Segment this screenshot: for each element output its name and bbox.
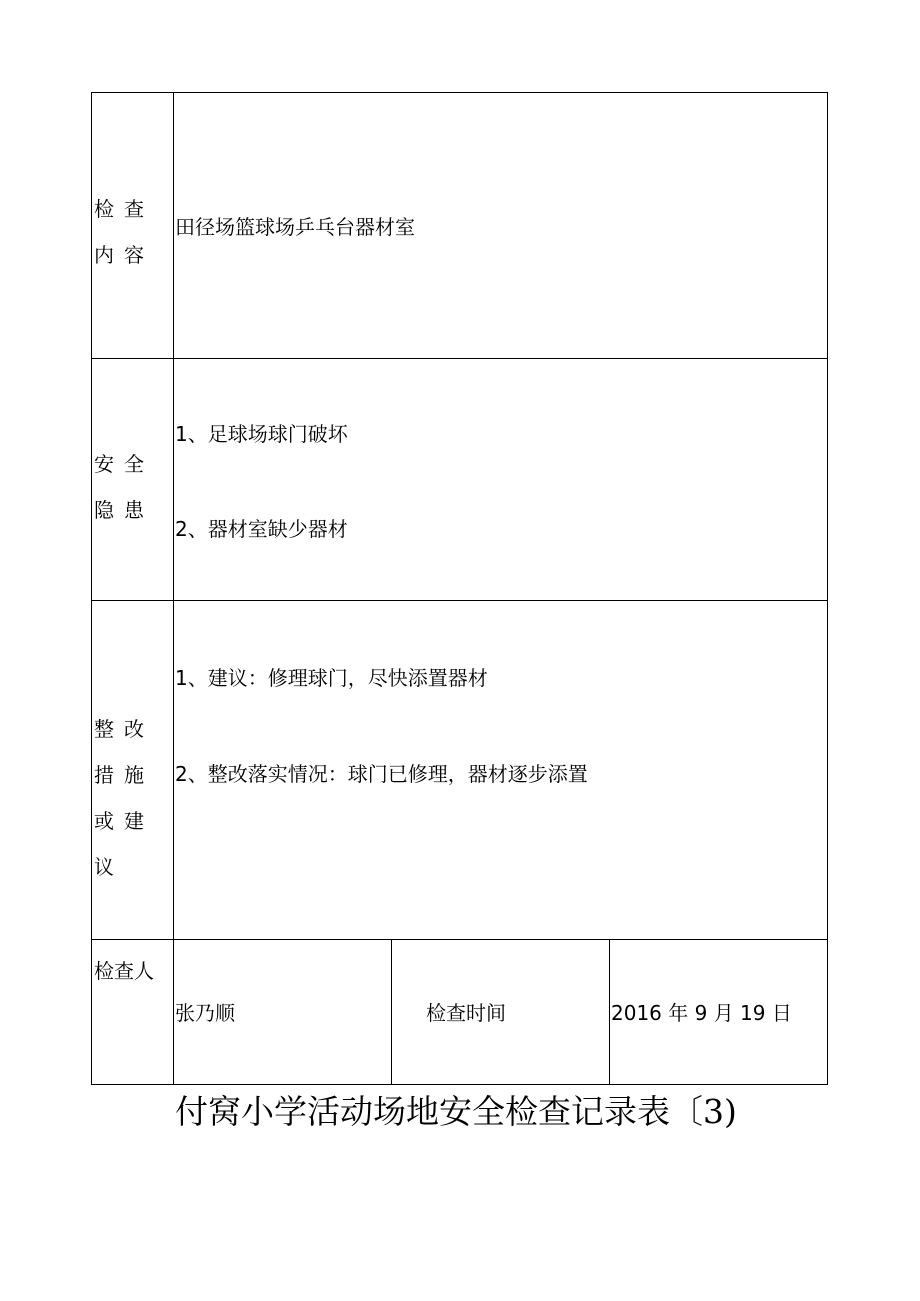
rectification-item-2: 2、整改落实情况：球门已修理，器材逐步添置 — [175, 762, 588, 786]
inspection-content-label: 检查内容 — [94, 197, 154, 267]
inspector-label: 检查人 — [94, 959, 154, 983]
inspection-time-label: 检查时间 — [426, 1001, 506, 1025]
safety-hazard-item-1: 1、足球场球门破坏 — [175, 422, 348, 446]
inspection-content-value: 田径场篮球场乒乓台器材室 — [175, 215, 415, 239]
safety-hazard-item-2: 2、器材室缺少器材 — [175, 517, 348, 541]
inspection-time-value: 2016 年 9 月 19 日 — [611, 1001, 792, 1025]
rectification-item-1: 1、建议：修理球门，尽快添置器材 — [175, 666, 488, 690]
document-title: 付窝小学活动场地安全检查记录表〔3) — [175, 1092, 737, 1131]
rectification-label: 整改措施或建议 — [94, 717, 154, 879]
inspector-value: 张乃顺 — [175, 1001, 235, 1025]
safety-hazards-label: 安全隐患 — [94, 452, 154, 522]
